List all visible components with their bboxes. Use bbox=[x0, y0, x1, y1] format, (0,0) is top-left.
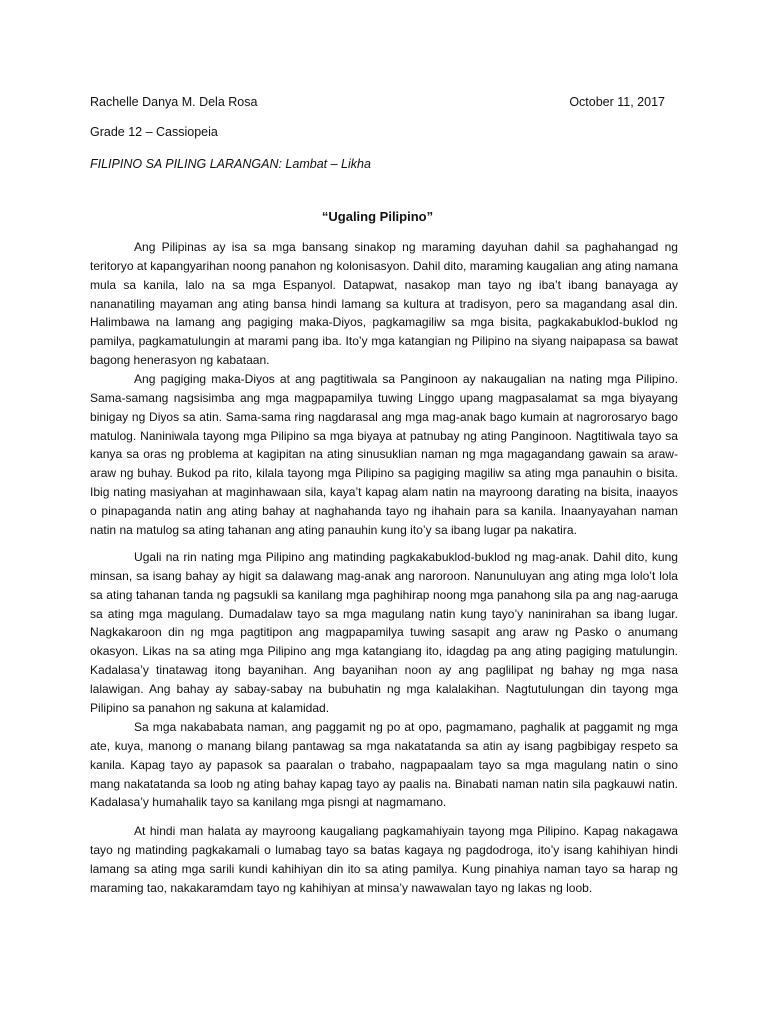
subject-line: FILIPINO SA PILING LARANGAN: Lambat – Likha bbox=[90, 157, 371, 171]
paragraph-5: At hindi man halata ay mayroong kaugaliang pagkamahiyain tayong mga Pilipino. Kapag nakagawa tayo ng matinding pagkakamali o lumabag tayo sa batas kagaya ng pagdodroga, ito’y isang kahihiyan hindi lamang sa ating mga sarili kundi kahihiyan din ito sa ating pamilya. Kung pinahiya naman tayo sa harap ng maraming tao, nakakaramdam tayo ng kahihiyan at minsa’y nawawalan tayo ng lakas ng loob. bbox=[90, 824, 678, 895]
grade-section: Grade 12 – Cassiopeia bbox=[90, 125, 218, 139]
paragraph-4: Sa mga nakababata naman, ang paggamit ng po at opo, pagmamano, paghalik at paggamit ng mga ate, kuya, manong o manang bilang pantawag sa mga nakatatanda sa atin ay isang pagbibigay respeto sa kanila. Kapag tayo ay papasok sa paaralan o trabaho, nagpapaalam tayo sa mga magulang natin o sino mang nakatatanda sa loob ng ating bahay kapag tayo ay paalis na. Binabati naman natin sila pagkauwi natin. Kadalasa’y humahalik tayo sa kanilang mga pisngi at nagmamano. bbox=[90, 720, 678, 810]
paragraph-1: Ang Pilipinas ay isa sa mga bansang sinakop ng maraming dayuhan dahil sa paghahangad ng teritoryo at kapangyarihan noong panahon ng kolonisasyon. Dahil dito, maraming kaugalian ang ating namana mula sa kanila, lalo na sa mga Espanyol. Datapwat, nasakop man tayo ng iba’t ibang banayaga ay nananatiling mayaman ang ating bansa hindi lamang sa kultura at tradisyon, pero sa magandang asal din. Halimbawa na lamang ang pagiging maka-Diyos, pagkamagiliw sa mga bisita, pagkakabuklod-buklod ng pamilya, pagkamatulungin at marami pang iba. Ito’y mga katangian ng Pilipino na siyang naipapasa sa bawat bagong henerasyon ng kabataan. bbox=[90, 240, 679, 368]
document-date: October 11, 2017 bbox=[569, 95, 665, 109]
essay-title: “Ugaling Pilipino” bbox=[321, 209, 434, 224]
paragraph-2: Ang pagiging maka-Diyos at ang pagtitiwala sa Panginoon ay nakaugalian na nating mga Pilipino. Sama-samang nagsisimba ang mga magpapamilya tuwing Linggo upang magpasalamat sa mga biyayang binigay ng Diyos sa atin. Sama-sama ring nagdarasal ang mga mag-anak bago kumain at nagrorosaryo bago matulog. Naniniwala tayong mga Pilipino sa mga biyaya at patnubay ng ating Panginoon. Nagtitiwala tayo sa kanya sa oras ng problema at kagipitan na ating sinusuklian naman ng mga magagandang gawain sa araw-araw ng buhay. Bukod pa rito, kilala tayong mga Pilipino sa pagiging magiliw sa ating mga panauhin o bisita. Ibig nating masiyahan at maginhawaan sila, kaya’t kapag alam natin na mayroong darating na bisita, inaayos o pinapaganda natin ang ating bahay at naghahanda tayo ng ihahain para sa kanila. Inaanyayahan naman natin na matulog sa ating tahanan ang ating panauhin kung ito’y sa ibang lugar pa nakatira. bbox=[90, 372, 678, 537]
author-name: Rachelle Danya M. Dela Rosa bbox=[90, 95, 258, 109]
paragraph-3: Ugali na rin nating mga Pilipino ang matinding pagkakabuklod-buklod ng mag-anak. Dahil dito, kung minsan, sa isang bahay ay higit sa dalawang mag-anak ang naroroon. Nanunuluyan ang ating mga lolo’t lola sa ating tahanan tanda ng pagsukli sa kanilang mga paghihirap noong mga panahong sila pa ang nag-aaruga sa ating mga magulang. Dumadalaw tayo sa mga magulang natin kung tayo’y naninirahan sa ibang lugar. Nagkakaroon din ng mga pagtitipon ang magpapamilya tuwing sasapit ang araw ng Pasko o anumang okasyon. Likas na sa ating mga Pilipino ang mga katangiang ito, idagdag pa ang ating pagiging matulungin. Kadalasa’y tinatawag itong bayanihan. Ang bayanihan noon ay ang paglilipat ng bahay ng mga nasa lalawigan. Ang bahay ay sabay-sabay na bubuhatin ng mga kalalakihan. Nagtutulungan din tayong mga Pilipino sa panahon ng sakuna at kalamidad. bbox=[90, 550, 678, 715]
header-row bbox=[90, 94, 665, 110]
